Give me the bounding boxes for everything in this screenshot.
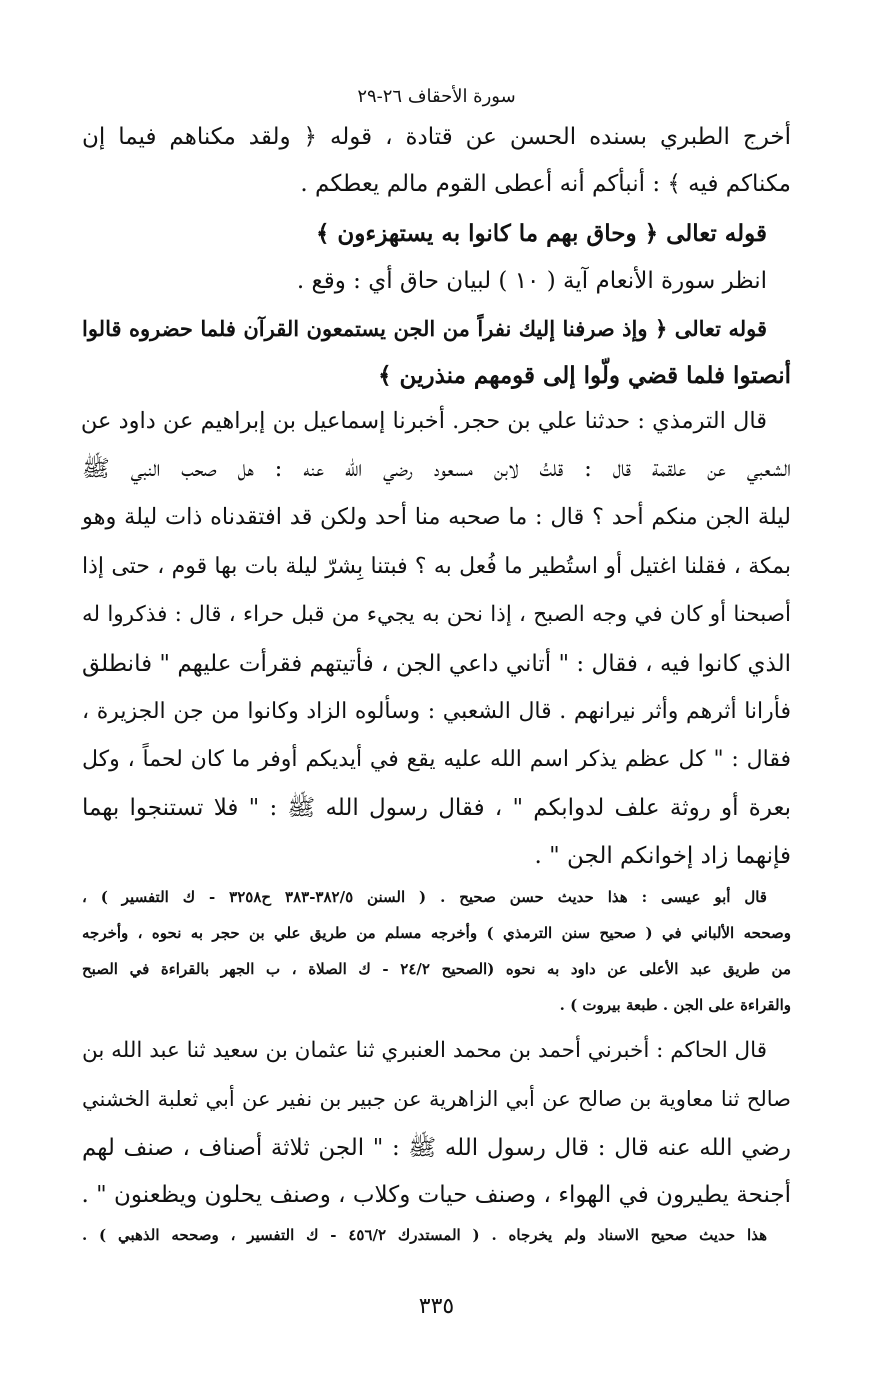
text-line: صالح ثنا معاوية بن صالح عن أبي الزاهرية عن جبير بن نفير عن أبي ثعلبة الخشني bbox=[82, 1087, 791, 1111]
text-line: بمكة ، فقلنا اغتيل أو استُطير ما فُعل به ؟ فبتنا بِشرّ ليلة بات بها قوم ، حتى إذا bbox=[82, 554, 791, 579]
footnote-line: والقراءة على الجن . طبعة بيروت ) . bbox=[559, 996, 791, 1014]
text-line: أصبحنا أو كان في وجه الصبح ، إذا نحن به يجيء من قبل حراء ، قال : فذكروا له bbox=[82, 602, 791, 627]
text-line: انظر سورة الأنعام آية ( ١٠ ) لبيان حاق أي : وقع . bbox=[296, 268, 767, 294]
text-line: فأرانا أثرهم وأثر نيرانهم . قال الشعبي : وسألوه الزاد وكانوا من جن الجزيرة ، bbox=[82, 699, 791, 724]
footnote-line: وصححه الألباني في ( صحيح سنن الترمذي ) وأخرجه مسلم من طريق علي بن حجر به نحوه ، وأخرجه bbox=[82, 924, 791, 942]
text-line: مكناكم فيه ﴾ : أنبأكم أنه أعطى القوم مالم يعطكم . bbox=[300, 171, 791, 197]
text-line: بعرة أو روثة علف لدوابكم " ، فقال رسول الله ﷺ : " فلا تستنجوا بهما bbox=[82, 795, 792, 821]
text-line: فإنهما زاد إخوانكم الجن " . bbox=[534, 843, 791, 869]
text-line: أجنحة يطيرون في الهواء ، وصنف حيات وكلاب ، وصنف يحلون ويظعنون " . bbox=[81, 1182, 791, 1208]
verse-heading: أنصتوا فلما قضي ولّوا إلى قومهم منذرين ﴾ bbox=[378, 362, 791, 389]
text-line: قال الترمذي : حدثنا علي بن حجر. أخبرنا إسماعيل بن إبراهيم عن داود عن bbox=[80, 408, 767, 434]
text-line: أخرج الطبري بسنده الحسن عن قتادة ، قوله ﴿ ولقد مكناهم فيما إن bbox=[82, 124, 791, 150]
verse-heading: قوله تعالى ﴿ وحاق بهم ما كانوا به يستهزءون ﴾ bbox=[315, 220, 767, 247]
footnote-line: من طريق عبد الأعلى عن داود به نحوه (الصحيح ٢٤/٢ - ك الصلاة ، ب الجهر بالقراءة في الصبح bbox=[82, 960, 791, 978]
text-line: الذي كانوا فيه ، فقال : " أتاني داعي الجن ، فأتيتهم فقرأت عليهم " فانطلق bbox=[82, 651, 791, 677]
footnote-line: هذا حديث صحيح الاسناد ولم يخرجاه . ( المستدرك ٤٥٦/٢ - ك التفسير ، وصححه الذهبي ) . bbox=[82, 1226, 767, 1244]
text-line: رضي الله عنه قال : قال رسول الله ﷺ : " الجن ثلاثة أصناف ، صنف لهم bbox=[82, 1135, 791, 1161]
text-line: ليلة الجن منكم أحد ؟ قال : ما صحبه منا أحد ولكن قد افتقدناه ذات ليلة وهو bbox=[82, 504, 791, 530]
text-line: الشعبي عن علقمة قال : قلتُ لابن مسعود رضي الله عنه : هل صحب النبي ﷺ bbox=[82, 456, 791, 482]
running-header: سورة الأحقاف ٢٦-٢٩ bbox=[357, 86, 516, 107]
text-line: قال الحاكم : أخبرني أحمد بن محمد العنبري ثنا عثمان بن سعيد ثنا عبد الله بن bbox=[82, 1038, 767, 1063]
page-number: ٣٣٥ bbox=[418, 1294, 455, 1319]
footnote-line: قال أبو عيسى : هذا حديث حسن صحيح . ( السنن ٣٨٢/٥-٣٨٣ ح٣٢٥٨ - ك التفسير ) ، bbox=[82, 888, 767, 906]
text-line: فقال : " كل عظم يذكر اسم الله عليه يقع في أيديكم أوفر ما كان لحماً ، وكل bbox=[82, 747, 791, 772]
verse-heading: قوله تعالى ﴿ وإذ صرفنا إليك نفراً من الجن يستمعون القرآن فلما حضروه قالوا bbox=[82, 316, 767, 341]
book-page bbox=[82, 0, 791, 1389]
